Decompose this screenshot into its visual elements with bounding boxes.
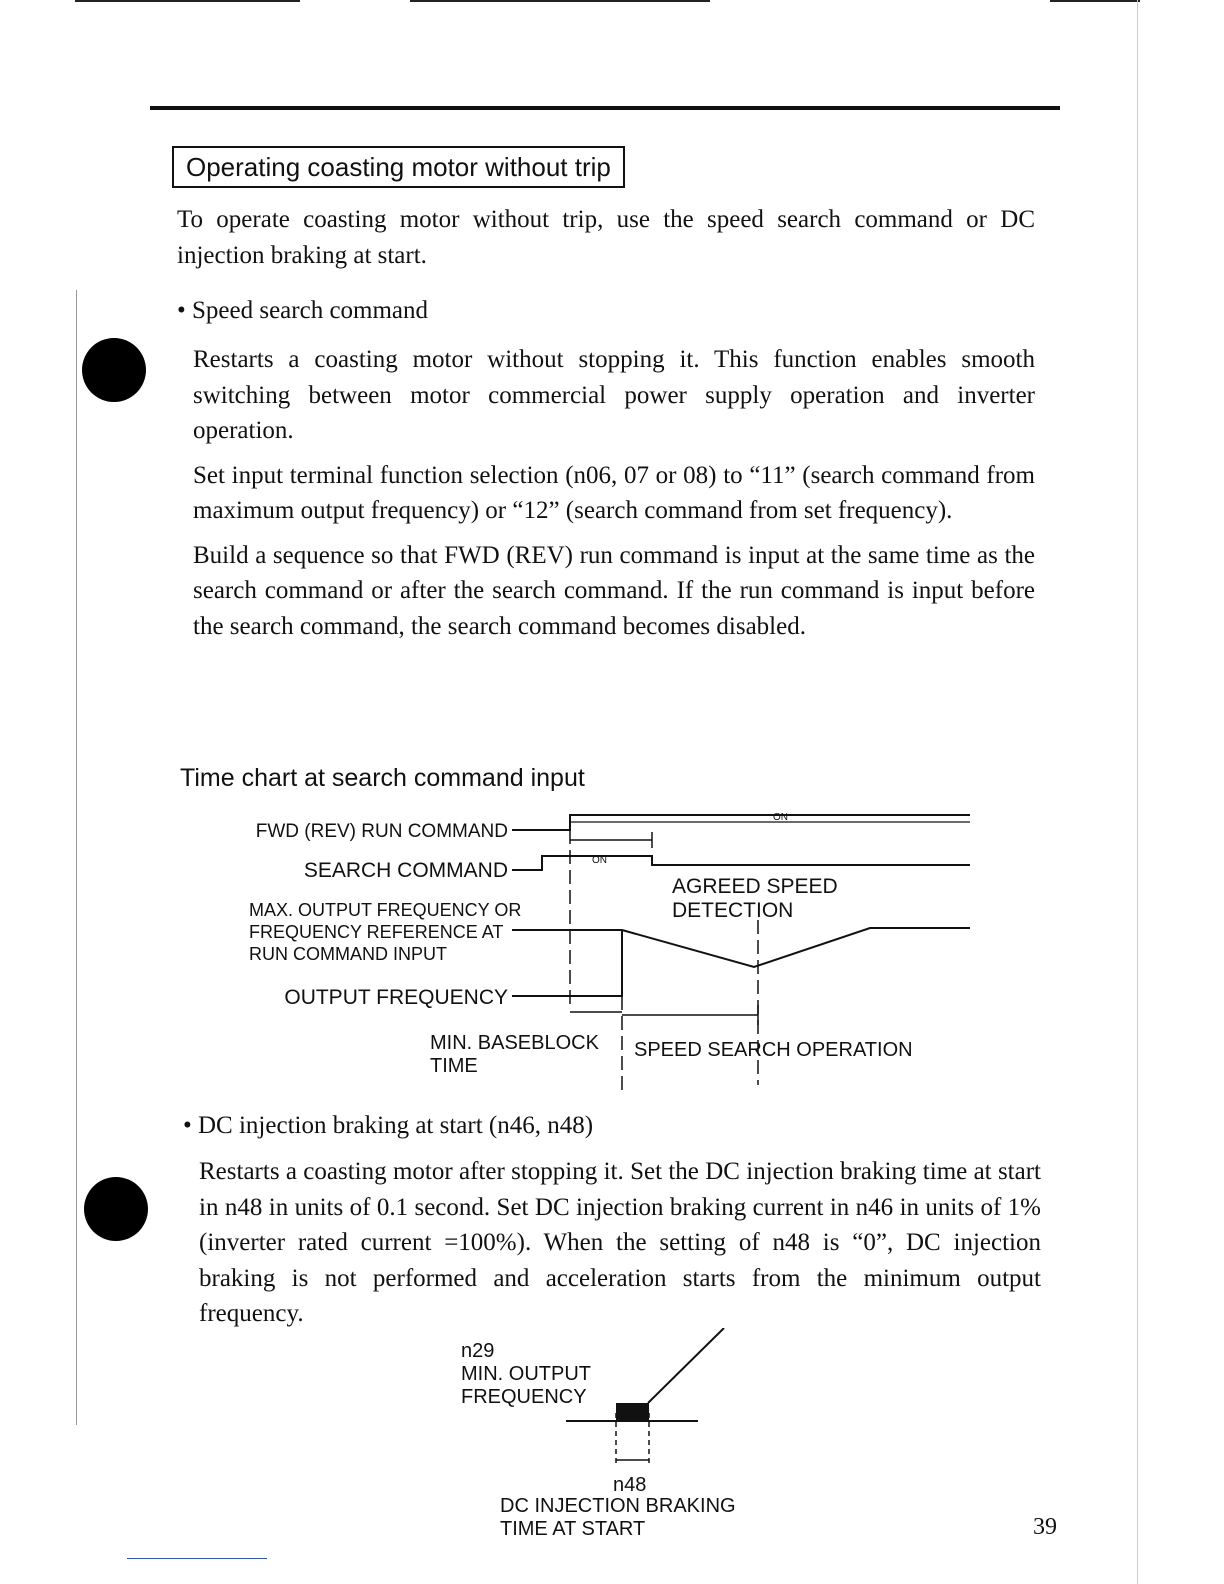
speed-search-paragraph: Build a sequence so that FWD (REV) run command is input at the same time as the search command or after the search command. If the run command is input before the search command, the search command becomes disabled. xyxy=(193,541,1035,640)
on-label: ON xyxy=(773,812,788,823)
acceleration-ramp xyxy=(648,1328,724,1403)
scan-edge-line xyxy=(127,1558,267,1559)
speed-search-operation-label: SPEED SEARCH OPERATION xyxy=(634,1039,913,1061)
max-freq-label-line2: FREQUENCY REFERENCE AT xyxy=(249,922,504,942)
speed-search-curve xyxy=(622,928,970,967)
scan-edge-line xyxy=(1137,0,1138,1584)
margin-bullet-icon xyxy=(84,1177,148,1241)
margin-line xyxy=(76,290,77,1425)
on-label: ON xyxy=(592,855,607,866)
speed-search-paragraph: Set input terminal function selection (n06, 07 or 08) to “11” (search command from maximum output frequency) or “12” (search command from set frequency). xyxy=(193,461,1035,524)
scan-edge-line xyxy=(410,0,710,2)
page-number: 39 xyxy=(1033,1514,1057,1540)
time-chart-diagram xyxy=(230,800,990,1100)
section-title: Operating coasting motor without trip xyxy=(172,146,625,188)
dc-braking-label-line2: TIME AT START xyxy=(500,1518,646,1540)
min-output-label-line2: FREQUENCY xyxy=(461,1386,587,1408)
search-command-label: SEARCH COMMAND xyxy=(303,859,508,882)
output-freq-label: OUTPUT FREQUENCY xyxy=(284,986,508,1009)
intro-paragraph: To operate coasting motor without trip, use the speed search command or DC injection braking at start. xyxy=(177,206,1035,269)
dc-braking-block xyxy=(616,1403,649,1421)
dc-braking-label-line1: DC INJECTION BRAKING xyxy=(500,1495,736,1517)
scan-edge-line xyxy=(1050,0,1140,2)
n29-label: n29 xyxy=(461,1340,495,1362)
time-chart-title: Time chart at search command input xyxy=(180,764,585,792)
min-baseblock-label-line1: MIN. BASEBLOCK xyxy=(430,1032,599,1054)
search-waveform xyxy=(512,856,970,870)
dc-injection-heading: • DC injection braking at start (n46, n48) xyxy=(183,1112,594,1139)
speed-search-body xyxy=(193,342,1035,644)
agreed-speed-label-line1: AGREED SPEED xyxy=(672,875,838,898)
output-freq-waveform xyxy=(512,930,622,996)
max-freq-label-line3: RUN COMMAND INPUT xyxy=(249,944,447,964)
margin-bullet-icon xyxy=(82,338,146,402)
max-freq-label-line1: MAX. OUTPUT FREQUENCY OR xyxy=(249,900,522,920)
scan-edge-line xyxy=(75,0,300,2)
dc-braking-diagram xyxy=(440,1328,800,1548)
min-baseblock-label-line2: TIME xyxy=(430,1055,478,1077)
header-rule xyxy=(150,106,1060,110)
speed-search-paragraph: Restarts a coasting motor without stopping it. This function enables smooth switching between motor commercial power supply operation and inverter operation. xyxy=(193,346,1035,444)
dc-injection-paragraph: Restarts a coasting motor after stopping it. Set the DC injection braking time at start in n48 in units of 0.1 second. Set DC injection braking current in n46 in units of 1% (inverter rated current =100%). When the setting of n48 is “0”, DC injection braking is not performed and acceleration starts from the minimum output frequency. xyxy=(199,1158,1041,1327)
min-output-label-line1: MIN. OUTPUT xyxy=(461,1363,591,1385)
n48-label: n48 xyxy=(613,1474,647,1496)
agreed-speed-label-line2: DETECTION xyxy=(672,899,794,922)
fwd-run-label: FWD (REV) RUN COMMAND xyxy=(255,821,508,842)
speed-search-heading: • Speed search command xyxy=(177,297,429,324)
